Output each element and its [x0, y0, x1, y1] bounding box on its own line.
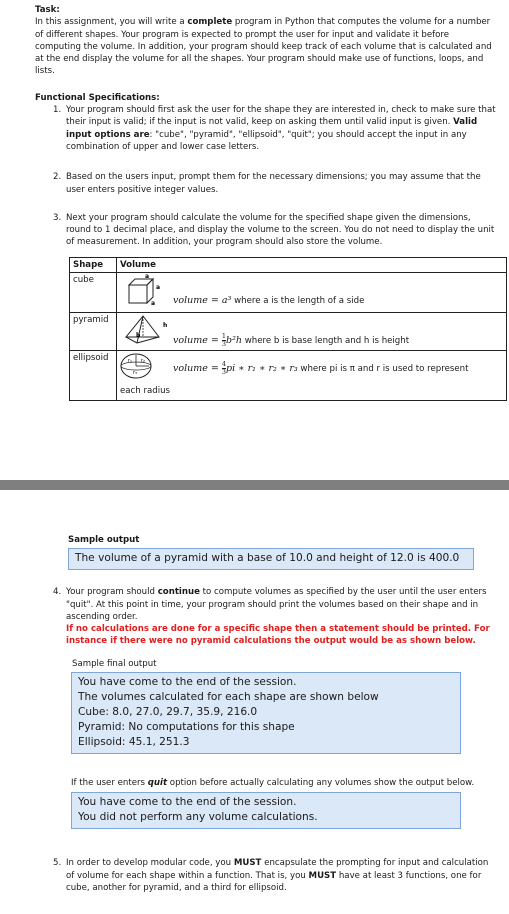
quit-note: If the user enters quit option before actually calculating any volumes show the output below. [71, 778, 475, 789]
ellipsoid-formula: volume = $\frac{4}{3}$ pi ∗ r₁ ∗ r₂ ∗ r₃ where pi is π and r is used to represent [173, 360, 469, 377]
ellipsoid-diagram [119, 352, 159, 382]
cube-label-right: a [156, 284, 161, 292]
pyramid-formula: volume = $\frac{1}{3}$ b²h where b is base length and h is height [173, 332, 410, 349]
shape-cell: pyramid [70, 313, 117, 351]
spec-item-4: 4. Your program should continue to compute volumes as specified by the user until the user enters "quit". At this point in time, your program should print the volumes based on their shape and in ascending order. If no calculations are done for a specific shape then a statement should be printed. For instance if there were no pyramid calculations the output would be as shown below. [53, 587, 490, 647]
shape-cell: cube [70, 273, 117, 313]
cube-label-top: a [145, 273, 150, 281]
cube-formula: volume = a³ where a is the length of a side [173, 295, 365, 307]
task-heading: Task: [35, 5, 60, 15]
final-output-label: Sample final output [72, 658, 157, 669]
spec-item-5: 5. In order to develop modular code, you MUST encapsulate the prompting for input and calculation of volume for each shape within a function. That is, you MUST have at least 3 functions, one for cube, another for pyramid, and a third for ellipsoid. [53, 858, 489, 893]
ellipsoid-label-r2: r₂ [141, 358, 146, 365]
table-row [70, 273, 507, 313]
sample-output-box: The volume of a pyramid with a base of 10.0 and height of 12.0 is 400.0 [68, 548, 474, 570]
table-row [70, 351, 507, 401]
pyramid-diagram [123, 313, 173, 347]
spec-item-3: 3. Next your program should calculate the volume for the specified shape given the dimensions, round to 1 decimal place, and display the volume to the screen. You do not need to display the unit of measurement. In addition, your program should also store the volume. [53, 212, 495, 248]
volume-table [69, 257, 507, 401]
spec-item-2: 2. Based on the users input, prompt them for the necessary dimensions; you may assume that the user enters positive integer values. [53, 172, 481, 195]
final-output-box: You have come to the end of the session. The volumes calculated for each shape are shown below Cube: 8.0, 27.0, 29.7, 35.9, 216.0 Pyramid: No computations for this shape Ellipsoid: 45.1, 251.3 [71, 672, 461, 754]
task-intro: In this assignment, you will write a complete program in Python that computes the volume for a number of different shapes. Your program is expected to prompt the user for input and validate it before computing the volume. In addition, your program should keep track of each volume that is calculated and at the end display the volume for all the shapes. Your program should make use of functions, loops, and lists. [35, 17, 492, 77]
col-header-shape: Shape [70, 257, 117, 272]
spec-item-1: 1. Your program should first ask the user for the shape they are interested in, check to make sure that their input is valid; if the input is not valid, keep on asking them until valid input is given. Valid input options are: "cube", "pyramid", "ellipsoid", "quit"; you should accept the input in any combination of upper and lower case letters. [53, 105, 496, 152]
pyramid-label-h: h [163, 322, 168, 330]
ellipsoid-desc-cont: each radius [120, 386, 171, 397]
ellipsoid-label-r1: r₁ [128, 358, 133, 365]
quit-output-box: You have come to the end of the session. You did not perform any volume calculations. [71, 792, 461, 829]
shape-cell: ellipsoid [70, 351, 117, 401]
spec-heading: Functional Specifications: [35, 92, 160, 103]
cube-diagram [123, 273, 169, 309]
col-header-volume: Volume [117, 257, 507, 272]
pyramid-label-b: b [136, 332, 141, 340]
page-two [0, 490, 509, 914]
cube-label-bottom: a [151, 300, 156, 308]
sample-output-label: Sample output [68, 535, 140, 545]
ellipsoid-label-r3: r₃ [133, 370, 138, 377]
table-row [70, 313, 507, 351]
page-divider [0, 480, 509, 490]
